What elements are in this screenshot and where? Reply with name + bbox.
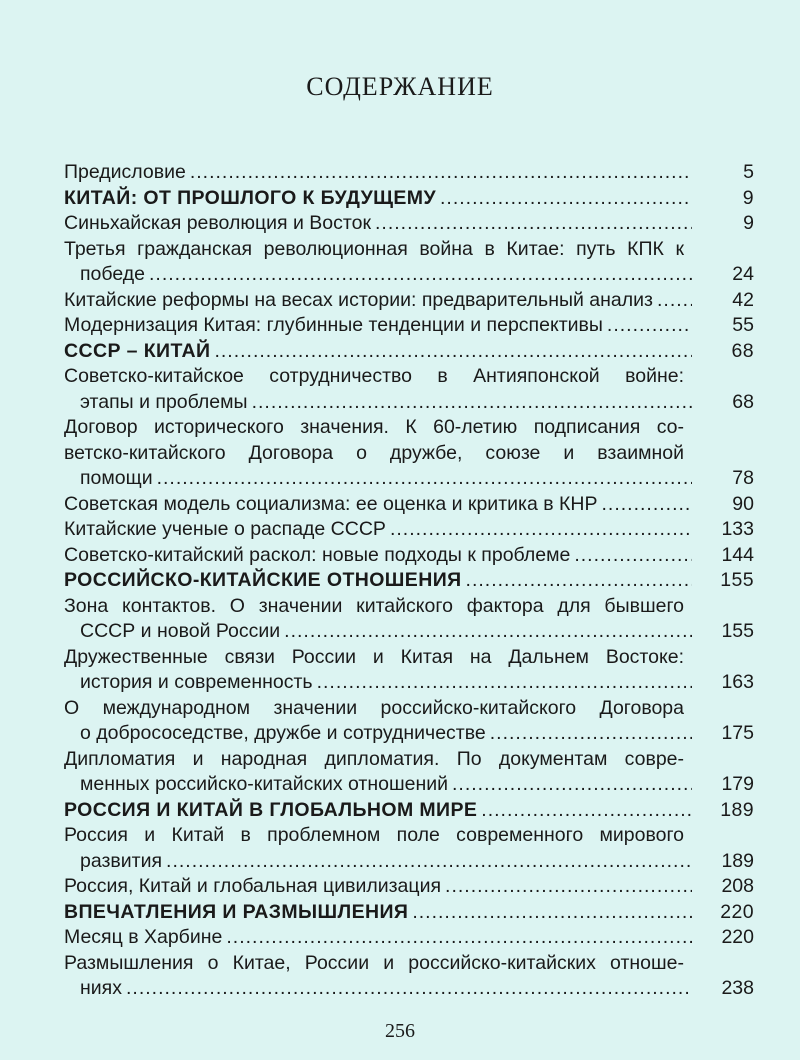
toc-entry-page: 220 <box>720 900 754 923</box>
toc-entry-title: Месяц в Харбине <box>64 926 223 948</box>
toc-entry <box>64 543 754 569</box>
dot-leader <box>226 925 692 951</box>
toc-entry-title: РОССИЙСКО-КИТАЙСКИЕ ОТНОШЕНИЯ <box>64 569 462 591</box>
toc-entry-title: менных российско-китайских отношений <box>80 773 449 795</box>
toc-entry-title: СССР и новой России <box>80 620 281 642</box>
table-of-contents <box>64 160 754 1002</box>
toc-entry-page: 155 <box>721 620 754 642</box>
toc-entry-title-line: Зона контактов. О значении китайского фактора для бывшего <box>64 594 684 617</box>
toc-entry-last-line <box>64 466 754 492</box>
toc-part-entry <box>64 798 754 824</box>
toc-entry-title-line: Дипломатия и народная дипломатия. По документам совре- <box>64 747 684 770</box>
toc-entry-last-line <box>64 772 754 798</box>
toc-entry-title: Советско-китайский раскол: новые подходы к проблеме <box>64 543 571 566</box>
toc-entry-title: победе <box>80 263 145 285</box>
toc-entry <box>64 492 754 518</box>
toc-entry-page: 189 <box>721 849 754 872</box>
toc-entry <box>64 645 754 696</box>
dot-leader <box>481 798 692 824</box>
toc-entry-title: Модернизация Китая: глубинные тенденции и перспективы <box>64 314 603 336</box>
toc-entry-page: 133 <box>721 518 754 540</box>
toc-entry-last-line <box>64 925 754 951</box>
toc-entry-last-line <box>64 262 754 288</box>
toc-entry-title: Предисловие <box>64 161 186 183</box>
toc-entry-last-line <box>64 798 754 824</box>
toc-entry-page: 5 <box>743 161 754 183</box>
dot-leader <box>214 339 692 365</box>
dot-leader <box>601 492 692 518</box>
toc-entry-title-line: Договор исторического значения. К 60-летию подписания со- <box>64 416 684 438</box>
toc-entry-page: 155 <box>720 569 754 591</box>
dot-leader <box>440 186 692 212</box>
toc-entry-last-line <box>64 313 754 339</box>
toc-entry-last-line <box>64 288 754 314</box>
toc-entry-title: РОССИЯ И КИТАЙ В ГЛОБАЛЬНОМ МИРЕ <box>64 798 478 821</box>
toc-entry-last-line <box>64 976 754 1002</box>
toc-entry <box>64 925 754 951</box>
dot-leader <box>445 874 692 900</box>
toc-entry-title-line: Россия и Китай в проблемном поле современного мирового <box>64 824 684 846</box>
page-number: 256 <box>385 1020 415 1042</box>
toc-entry-title-line: Третья гражданская революционная война в Китае: путь КПК к <box>64 237 684 260</box>
toc-entry <box>64 160 754 186</box>
toc-entry <box>64 696 754 747</box>
toc-entry-last-line <box>64 568 754 594</box>
toc-entry-title: этапы и проблемы <box>80 390 248 413</box>
dot-leader <box>607 313 692 339</box>
toc-entry-title: Советская модель социализма: ее оценка и критика в КНР <box>64 492 598 515</box>
toc-entry-title: КИТАЙ: ОТ ПРОШЛОГО К БУДУЩЕМУ <box>64 186 436 209</box>
toc-entry-page: 68 <box>731 339 754 362</box>
toc-entry-title-line: Размышления о Китае, России и российско-китайских отноше- <box>64 951 684 974</box>
toc-entry-last-line <box>64 849 754 875</box>
toc-entry-title: ВПЕЧАТЛЕНИЯ И РАЗМЫШЛЕНИЯ <box>64 900 409 923</box>
toc-entry <box>64 747 754 798</box>
toc-entry-last-line <box>64 619 754 645</box>
toc-entry-page: 90 <box>732 492 754 515</box>
toc-entry-last-line <box>64 492 754 518</box>
dot-leader <box>317 670 692 696</box>
toc-entry-page: 163 <box>721 671 754 693</box>
toc-entry-last-line <box>64 339 754 365</box>
toc-entry-page: 24 <box>732 263 754 285</box>
dot-leader <box>375 211 692 237</box>
toc-entry-last-line <box>64 186 754 212</box>
toc-entry <box>64 211 754 237</box>
dot-leader <box>149 262 692 288</box>
toc-entry-last-line <box>64 670 754 696</box>
dot-leader <box>157 466 692 492</box>
toc-entry-page: 9 <box>742 186 754 209</box>
toc-entry-page: 175 <box>721 722 754 744</box>
toc-entry-title: история и современность <box>80 671 313 693</box>
toc-entry-last-line <box>64 390 754 416</box>
toc-entry-title: Китайские ученые о распаде СССР <box>64 518 386 540</box>
toc-entry-title: Россия, Китай и глобальная цивилизация <box>64 875 442 897</box>
toc-entry <box>64 951 754 1002</box>
toc-entry-last-line <box>64 543 754 569</box>
toc-entry-page: 220 <box>721 926 754 948</box>
toc-entry-last-line <box>64 160 754 186</box>
toc-entry <box>64 874 754 900</box>
toc-entry-title-line: О международном значении российско-китайского Договора <box>64 696 684 719</box>
toc-part-entry <box>64 900 754 926</box>
toc-entry-title: о добрососедстве, дружбе и сотрудничестве <box>80 722 486 744</box>
toc-entry-last-line <box>64 900 754 926</box>
toc-entry <box>64 415 754 492</box>
dot-leader <box>284 619 692 645</box>
dot-leader <box>490 721 692 747</box>
toc-entry-page: 78 <box>732 467 754 489</box>
toc-entry-last-line <box>64 874 754 900</box>
toc-entry-page: 238 <box>721 977 754 999</box>
toc-entry-page: 189 <box>720 798 754 821</box>
toc-entry <box>64 594 754 645</box>
toc-entry <box>64 364 754 415</box>
dot-leader <box>412 900 692 926</box>
toc-entry-last-line <box>64 211 754 237</box>
toc-entry-title: помощи <box>80 467 153 489</box>
toc-entry <box>64 823 754 874</box>
toc-entry-last-line <box>64 721 754 747</box>
page-heading: СОДЕРЖАНИЕ <box>306 72 494 101</box>
toc-entry-title: СССР – КИТАЙ <box>64 339 211 362</box>
toc-entry-page: 179 <box>721 773 754 795</box>
toc-entry <box>64 237 754 288</box>
dot-leader <box>574 543 692 569</box>
toc-part-entry <box>64 339 754 365</box>
dot-leader <box>252 390 692 416</box>
dot-leader <box>190 160 692 186</box>
dot-leader <box>452 772 692 798</box>
toc-entry-page: 42 <box>732 288 754 311</box>
dot-leader <box>126 976 692 1002</box>
toc-entry-title-line: Дружественные связи России и Китая на Дальнем Востоке: <box>64 645 684 668</box>
toc-entry-page: 144 <box>721 543 754 566</box>
toc-entry-page: 9 <box>743 212 754 234</box>
toc-entry-title: ниях <box>80 977 122 999</box>
toc-entry <box>64 288 754 314</box>
toc-entry-title-line: Советско-китайское сотрудничество в Антияпонской войне: <box>64 365 684 387</box>
dot-leader <box>657 288 692 314</box>
toc-entry-last-line <box>64 517 754 543</box>
toc-part-entry <box>64 568 754 594</box>
dot-leader <box>166 849 692 875</box>
toc-entry-page: 208 <box>721 875 754 897</box>
toc-entry-title: Синьхайская революция и Восток <box>64 212 371 234</box>
toc-entry-title: развития <box>80 849 163 872</box>
toc-entry <box>64 313 754 339</box>
toc-entry-page: 68 <box>732 390 754 413</box>
dot-leader <box>466 568 692 594</box>
toc-entry-page: 55 <box>732 314 754 336</box>
dot-leader <box>390 517 692 543</box>
toc-entry-title: Китайские реформы на весах истории: предварительный анализ <box>64 288 653 311</box>
toc-entry-title-line: ветско-китайского Договора о дружбе, союзе и взаимной <box>64 441 684 464</box>
toc-part-entry <box>64 186 754 212</box>
toc-entry <box>64 517 754 543</box>
